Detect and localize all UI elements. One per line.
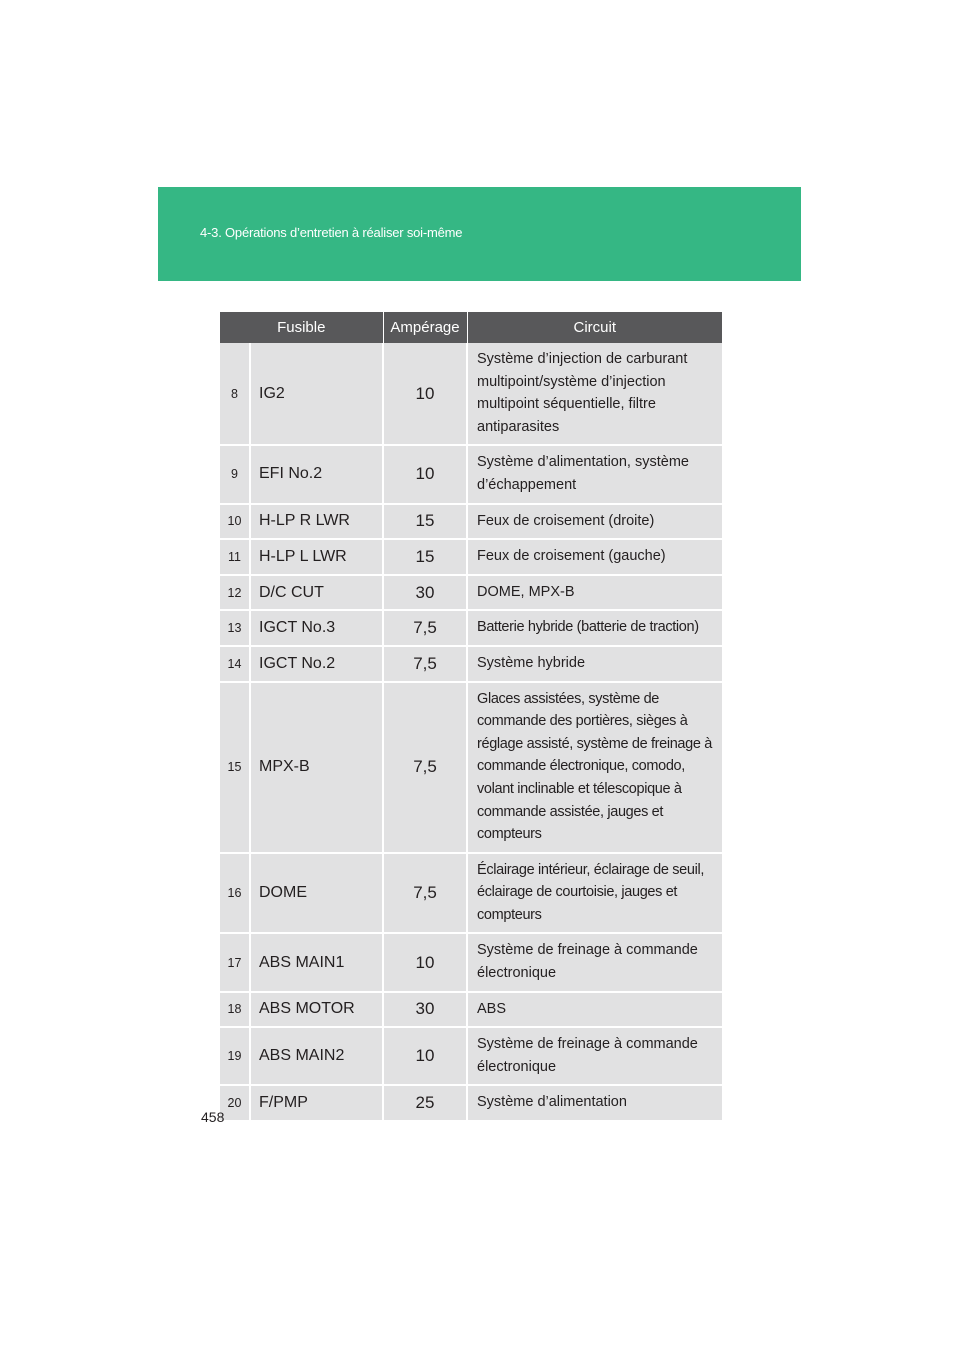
fuse-number: 19 [220,1027,250,1085]
fuse-name: EFI No.2 [250,445,383,503]
fuse-name: H-LP R LWR [250,504,383,540]
fuse-amperage: 10 [383,343,467,445]
fuse-amperage: 10 [383,445,467,503]
column-header-amperage: Ampérage [383,312,467,343]
fuse-circuit: Système hybride [467,646,722,682]
fuse-amperage: 7,5 [383,682,467,853]
fuse-circuit: Éclairage intérieur, éclairage de seuil, éclairage de courtoisie, jauges et compteurs [467,853,722,934]
table-row [220,682,722,853]
table-row [220,504,722,540]
fuse-name: IGCT No.2 [250,646,383,682]
fuse-circuit: Batterie hybride (batterie de traction) [467,610,722,646]
table-row [220,575,722,611]
fuse-number: 15 [220,682,250,853]
table-row [220,992,722,1028]
fuse-number: 12 [220,575,250,611]
fuse-name: ABS MAIN2 [250,1027,383,1085]
fuse-amperage: 30 [383,992,467,1028]
fuse-name: ABS MAIN1 [250,933,383,991]
fuse-name: F/PMP [250,1085,383,1121]
fuse-name: IGCT No.3 [250,610,383,646]
fuse-circuit: Système d’injection de carburant multipoint/système d’injection multipoint séquentielle, filtre antiparasites [467,343,722,445]
fuse-amperage: 7,5 [383,610,467,646]
fuse-number: 17 [220,933,250,991]
fuse-number: 20 [220,1085,250,1121]
fuse-amperage: 7,5 [383,853,467,934]
fuse-amperage: 15 [383,504,467,540]
fuse-number: 14 [220,646,250,682]
fuse-name: IG2 [250,343,383,445]
fuse-amperage: 30 [383,575,467,611]
fuse-circuit: Feux de croisement (droite) [467,504,722,540]
table-row [220,539,722,575]
table-row [220,853,722,934]
fuse-circuit: Système de freinage à commande électronique [467,1027,722,1085]
fuse-circuit: Feux de croisement (gauche) [467,539,722,575]
fuse-name: DOME [250,853,383,934]
fuse-number: 10 [220,504,250,540]
fuse-number: 18 [220,992,250,1028]
table-row [220,343,722,445]
fuse-table [220,312,722,1122]
fuse-number: 9 [220,445,250,503]
page-number: 458 [201,1109,225,1125]
fuse-number: 11 [220,539,250,575]
fuse-name: ABS MOTOR [250,992,383,1028]
fuse-circuit: Système de freinage à commande électronique [467,933,722,991]
fuse-amperage: 7,5 [383,646,467,682]
section-title: 4-3. Opérations d’entretien à réaliser soi-même [200,225,463,240]
fuse-table-header [220,312,722,343]
fuse-circuit: Glaces assistées, système de commande des portières, sièges à réglage assisté, système de freinage à commande électronique, comodo, volant inclinable et télescopique à commande assistée, jauges et compteurs [467,682,722,853]
fuse-amperage: 25 [383,1085,467,1121]
fuse-name: MPX-B [250,682,383,853]
section-header-band [158,187,801,281]
table-row [220,610,722,646]
fuse-circuit: Système d’alimentation [467,1085,722,1121]
fuse-circuit: Système d’alimentation, système d’échappement [467,445,722,503]
table-row [220,646,722,682]
table-row [220,1027,722,1085]
fuse-amperage: 10 [383,933,467,991]
fuse-name: D/C CUT [250,575,383,611]
fuse-number: 8 [220,343,250,445]
table-row [220,445,722,503]
fuse-name: H-LP L LWR [250,539,383,575]
table-row [220,933,722,991]
column-header-fuse: Fusible [220,312,383,343]
fuse-number: 16 [220,853,250,934]
fuse-amperage: 15 [383,539,467,575]
table-row [220,1085,722,1121]
fuse-circuit: DOME, MPX-B [467,575,722,611]
column-header-circuit: Circuit [467,312,722,343]
fuse-amperage: 10 [383,1027,467,1085]
fuse-number: 13 [220,610,250,646]
fuse-circuit: ABS [467,992,722,1028]
